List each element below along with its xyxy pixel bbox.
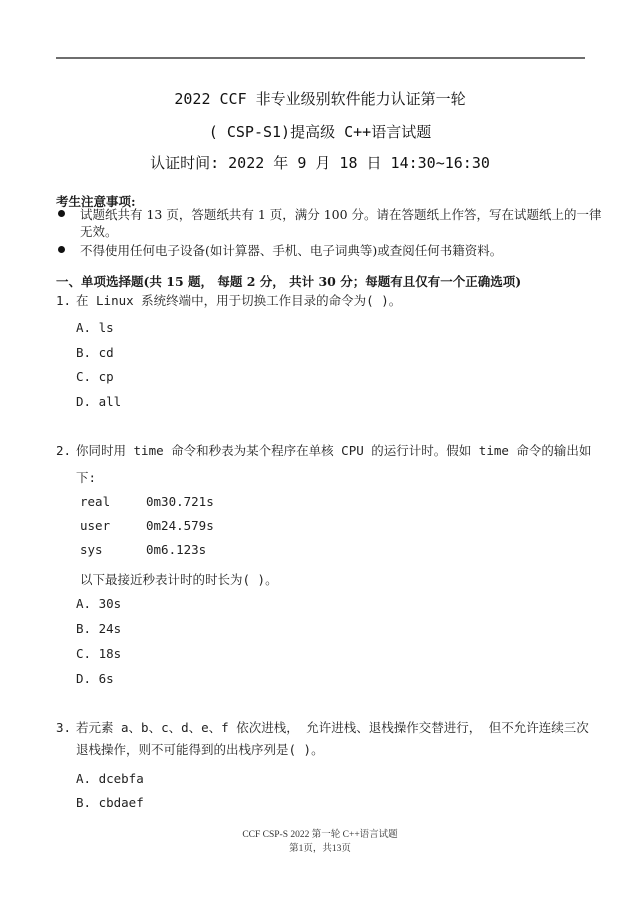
question-text-continued: 下:	[76, 470, 97, 485]
question-number: 1.	[56, 293, 72, 308]
page-indicator: 第1页，共13页	[289, 844, 351, 854]
time-value: 0m24.579s	[146, 518, 214, 533]
question-text: 若元素 a、b、c、d、e、f 依次进栈， 允许进栈、退栈操作交替进行， 但不允许连续三次	[76, 720, 589, 735]
question-1	[56, 288, 596, 314]
exam-subtitle: ( CSP-S1)提高级 C++语言试题	[208, 123, 432, 141]
time-label: real	[80, 494, 111, 509]
question-2	[56, 438, 596, 464]
bullet-icon	[58, 246, 65, 253]
exam-time: 认证时间: 2022 年 9 月 18 日 14:30~16:30	[150, 154, 490, 172]
question-text-continued: 退栈操作，则不可能得到的出栈序列是( )。	[76, 742, 324, 757]
notice-item-text: 试题纸共有 13 页，答题纸共有 1 页，满分 100 分。请在答题纸上作答，写在试题纸上的一律无效。	[80, 207, 602, 239]
footer-title: CCF CSP-S 2022 第一轮 C++语言试题	[242, 830, 398, 840]
time-value: 0m6.123s	[146, 542, 207, 557]
option-c: C. 18s	[76, 646, 122, 661]
option-a: A. ls	[76, 320, 114, 335]
question-number: 2.	[56, 443, 72, 458]
option-b: B. 24s	[76, 621, 122, 636]
option-a: A. dcebfa	[76, 771, 144, 786]
question-text: 你同时用 time 命令和秒表为某个程序在单核 CPU 的运行计时。假如 time 命令的输出如	[76, 443, 592, 458]
question-number: 3.	[56, 720, 72, 735]
option-b: B. cd	[76, 345, 114, 360]
option-d: D. all	[76, 394, 122, 409]
question-prompt: 以下最接近秒表计时的时长为( )。	[80, 572, 278, 587]
option-c: C. cp	[76, 369, 114, 384]
header-rule	[56, 57, 585, 59]
time-label: sys	[80, 542, 103, 557]
option-b: B. cbdaef	[76, 795, 144, 810]
notice-heading: 考生注意事项:	[56, 194, 136, 209]
notice-item-text: 不得使用任何电子设备(如计算器、手机、电子词典等)或查阅任何书籍资料。	[80, 243, 503, 258]
option-d: D. 6s	[76, 671, 114, 686]
question-text: 在 Linux 系统终端中，用于切换工作目录的命令为( )。	[76, 293, 402, 308]
time-value: 0m30.721s	[146, 494, 214, 509]
section-heading: 一、单项选择题(共 15 题， 每题 2 分， 共计 30 分；每题有且仅有一个正确选项)	[56, 274, 522, 289]
exam-title: 2022 CCF 非专业级别软件能力认证第一轮	[174, 90, 466, 108]
option-a: A. 30s	[76, 596, 122, 611]
question-3	[56, 715, 596, 741]
time-label: user	[80, 518, 111, 533]
bullet-icon	[58, 210, 65, 217]
